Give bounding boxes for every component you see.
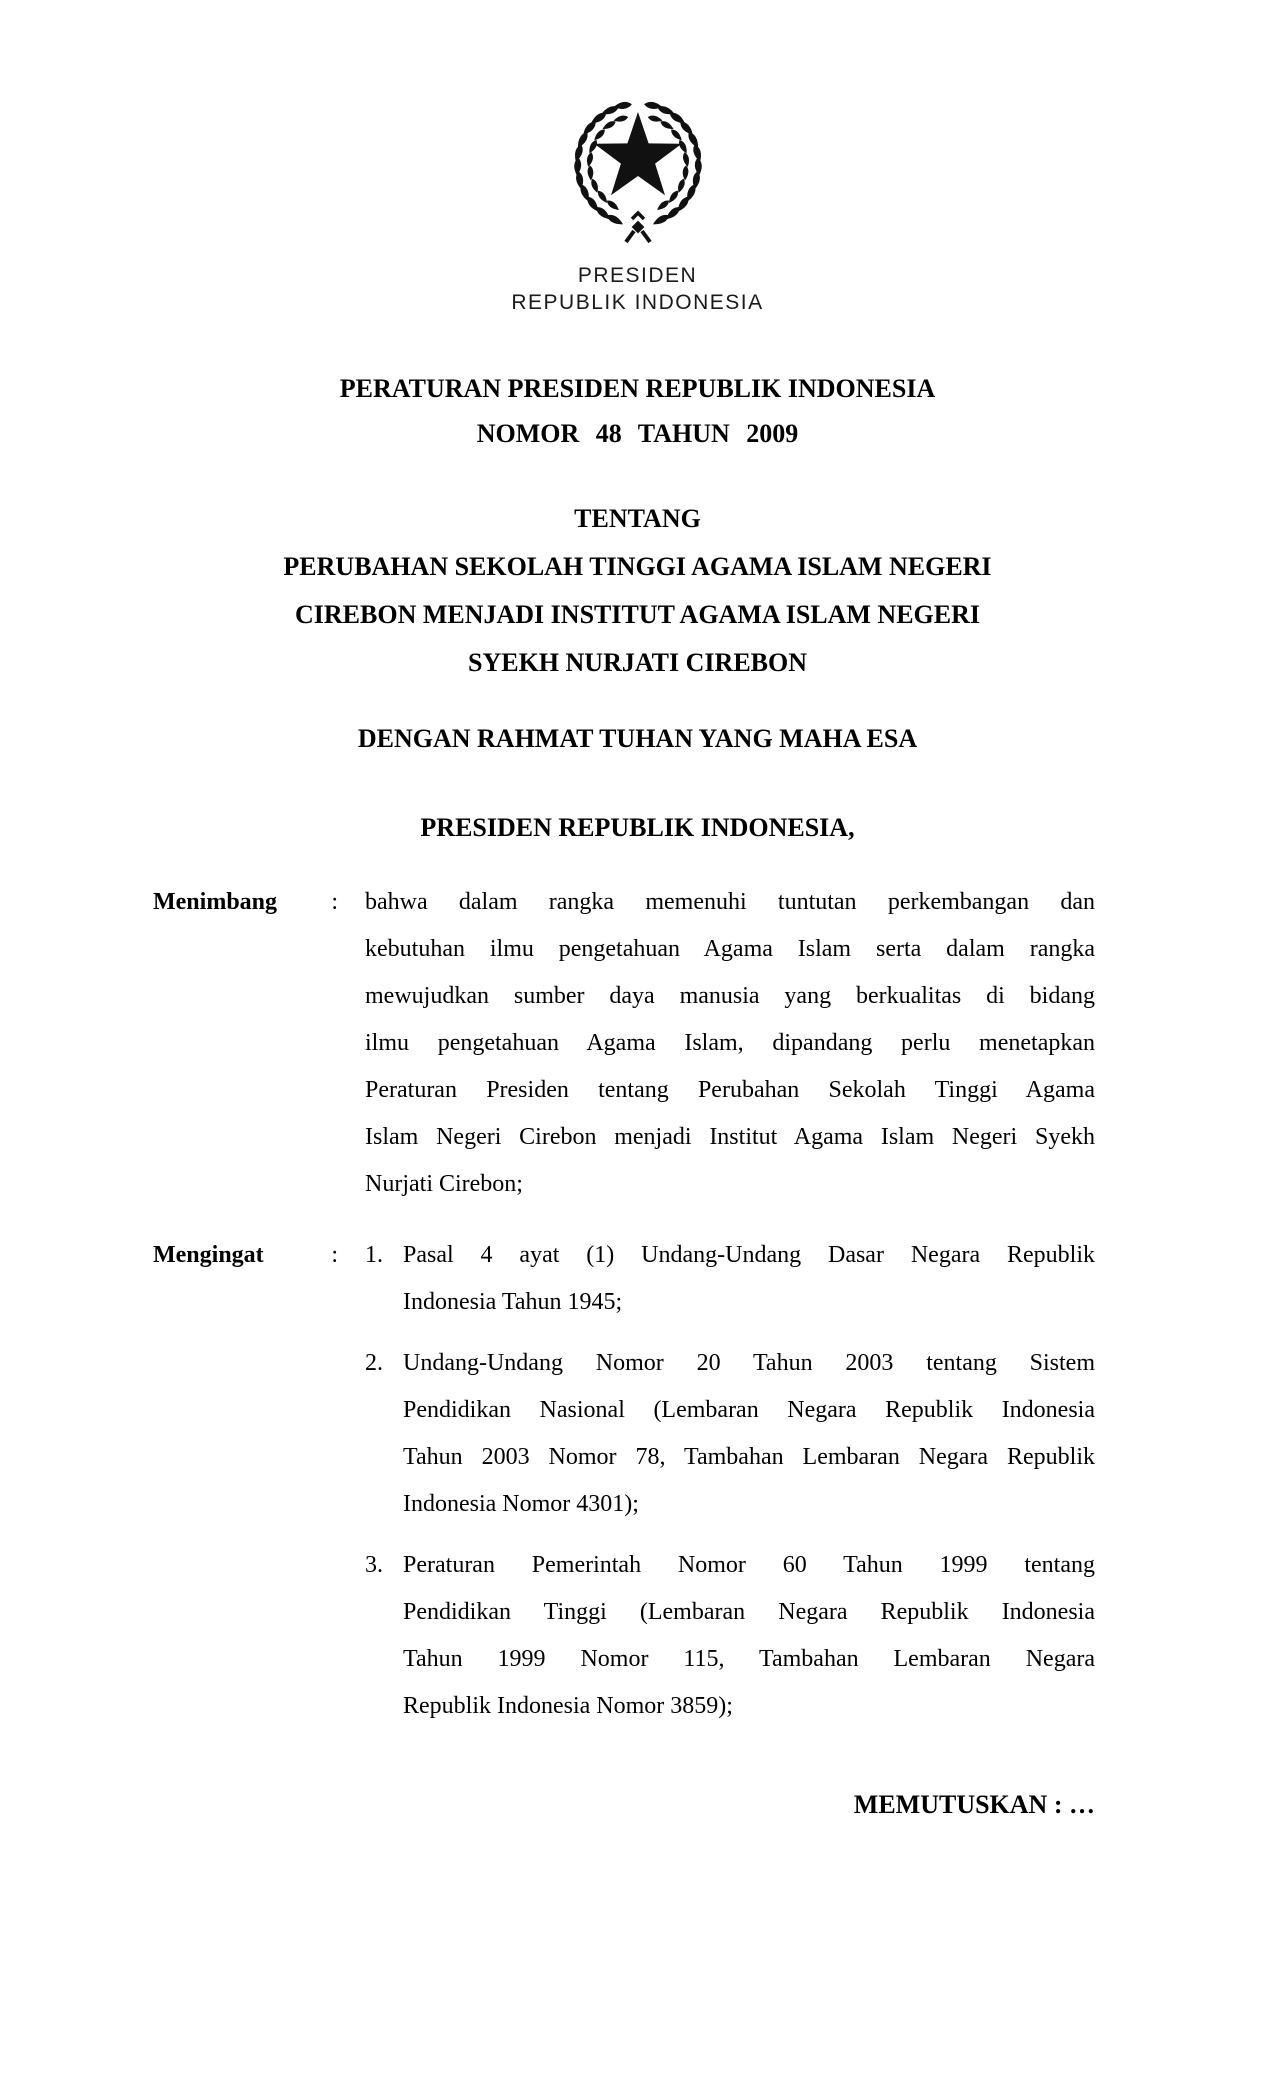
- item-line: Peraturan Pemerintah Nomor 60 Tahun 1999 tentang: [403, 1552, 1095, 1578]
- seal-caption-presiden: PRESIDEN: [577, 264, 698, 287]
- item-line: Indonesia Nomor 4301);: [403, 1491, 639, 1517]
- menimbang-line: kebutuhan ilmu pengetahuan Agama Islam serta dalam rangka: [365, 936, 1095, 962]
- regulation-title: PERATURAN PRESIDEN REPUBLIK INDONESIA: [339, 374, 936, 403]
- tentang-heading: TENTANG: [574, 504, 701, 533]
- item-text: [403, 1232, 1095, 1326]
- invocation-heading: DENGAN RAHMAT TUHAN YANG MAHA ESA: [357, 724, 918, 753]
- mengingat-label: [153, 1232, 338, 1279]
- subject-line-2: CIREBON MENJADI INSTITUT AGAMA ISLAM NEGERI: [294, 600, 981, 629]
- item-number: 3.: [365, 1552, 383, 1578]
- menimbang-line: bahwa dalam rangka memenuhi tuntutan perkembangan dan: [365, 889, 1095, 915]
- list-item: [365, 1232, 1095, 1326]
- mengingat-section: [153, 1232, 1095, 1730]
- list-item: [365, 1542, 1095, 1730]
- authority-heading: PRESIDEN REPUBLIK INDONESIA,: [420, 813, 855, 842]
- menimbang-word: Menimbang: [153, 889, 278, 915]
- item-line: Republik Indonesia Nomor 3859);: [403, 1693, 733, 1719]
- mengingat-word: Mengingat: [153, 1242, 264, 1268]
- menimbang-paragraph: [365, 879, 1095, 1208]
- item-line: Indonesia Tahun 1945;: [403, 1289, 623, 1315]
- star-wreath-emblem-icon: [553, 86, 723, 246]
- list-item: [365, 1340, 1095, 1528]
- item-number: 2.: [365, 1350, 383, 1376]
- mengingat-colon: :: [331, 1242, 338, 1268]
- subject-line-3: SYEKH NURJATI CIREBON: [467, 648, 807, 677]
- item-line: Pendidikan Tinggi (Lembaran Negara Republik Indonesia: [403, 1599, 1095, 1625]
- subject-line-1: PERUBAHAN SEKOLAH TINGGI AGAMA ISLAM NEGERI: [283, 552, 992, 581]
- menimbang-line: Islam Negeri Cirebon menjadi Institut Agama Islam Negeri Syekh: [365, 1124, 1095, 1150]
- item-line: Tahun 1999 Nomor 115, Tambahan Lembaran Negara: [403, 1646, 1095, 1672]
- seal-caption-republik-indonesia: REPUBLIK INDONESIA: [511, 291, 764, 314]
- menimbang-line: ilmu pengetahuan Agama Islam, dipandang perlu menetapkan: [365, 1030, 1095, 1056]
- item-line: Tahun 2003 Nomor 78, Tambahan Lembaran Negara Republik: [403, 1444, 1095, 1470]
- memutuskan-heading: MEMUTUSKAN : …: [853, 1790, 1095, 1819]
- mengingat-list: [365, 1232, 1095, 1730]
- item-number: 1.: [365, 1242, 383, 1268]
- presidential-seal: [553, 86, 723, 246]
- wreath-bow-icon: [626, 213, 650, 242]
- item-line: Pasal 4 ayat (1) Undang-Undang Dasar Negara Republik: [403, 1242, 1095, 1268]
- menimbang-label: [153, 879, 338, 926]
- menimbang-line: Peraturan Presiden tentang Perubahan Sekolah Tinggi Agama: [365, 1077, 1095, 1103]
- subject-block: [0, 495, 1275, 687]
- menimbang-section: [153, 879, 1095, 1208]
- item-text: [403, 1340, 1095, 1528]
- regulation-number: NOMOR 48 TAHUN 2009: [476, 419, 799, 448]
- item-text: [403, 1542, 1095, 1730]
- menimbang-colon: :: [331, 889, 338, 915]
- item-line: Pendidikan Nasional (Lembaran Negara Republik Indonesia: [403, 1397, 1095, 1423]
- seal-caption: [0, 262, 1275, 316]
- item-line: Undang-Undang Nomor 20 Tahun 2003 tentang Sistem: [403, 1350, 1095, 1376]
- menimbang-line: Nurjati Cirebon;: [365, 1171, 523, 1197]
- menimbang-line: mewujudkan sumber daya manusia yang berkualitas di bidang: [365, 983, 1095, 1009]
